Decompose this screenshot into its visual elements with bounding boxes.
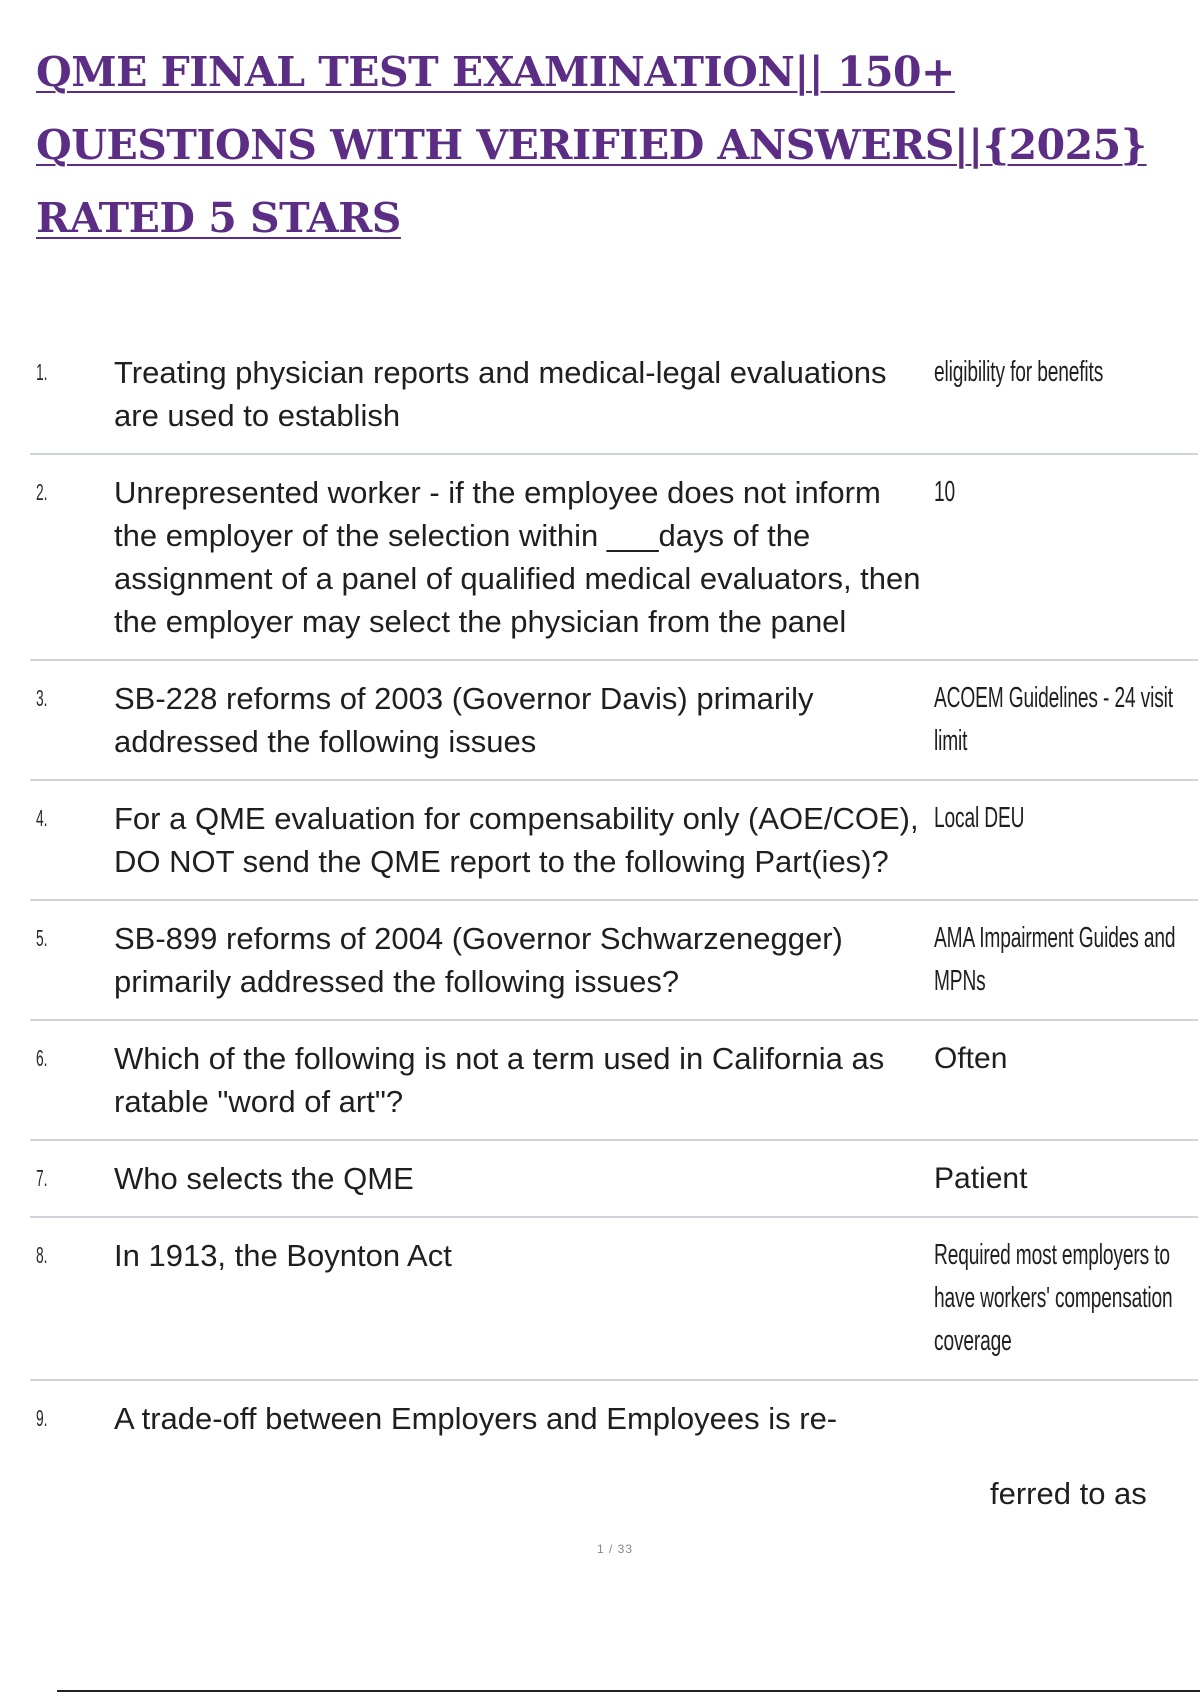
question-number: 4. bbox=[30, 780, 114, 900]
question-number: 5. bbox=[30, 900, 114, 1020]
overflow-answer-text: ferred to as bbox=[990, 1476, 1147, 1511]
answer-text bbox=[934, 1380, 1198, 1456]
page-number: 1 / 33 bbox=[596, 1542, 634, 1556]
question-text: SB-228 reforms of 2003 (Governor Davis) primarily addressed the following issues bbox=[114, 660, 934, 780]
question-text: In 1913, the Boynton Act bbox=[114, 1217, 934, 1380]
answer-text: Often bbox=[934, 1020, 1198, 1140]
question-text: Unrepresented worker - if the employee does not inform the employer of the selection within ___days of the assignment of a panel of qualified medical evaluators, then the employer may select the physician from the panel bbox=[114, 454, 934, 660]
question-number: 1. bbox=[30, 335, 114, 454]
table-row bbox=[30, 1020, 1198, 1140]
table-row bbox=[30, 335, 1198, 454]
question-text: Who selects the QME bbox=[114, 1140, 934, 1217]
question-number: 3. bbox=[30, 660, 114, 780]
answer-text: Required most employers to have workers' compensation coverage bbox=[934, 1217, 1198, 1380]
answer-text: ACOEM Guidelines - 24 visit limit bbox=[934, 660, 1198, 780]
answer-text: 10 bbox=[934, 454, 1198, 660]
question-text: SB-899 reforms of 2004 (Governor Schwarzenegger) primarily addressed the following issues? bbox=[114, 900, 934, 1020]
question-text: Treating physician reports and medical-legal evaluations are used to establish bbox=[114, 335, 934, 454]
table-row bbox=[30, 900, 1198, 1020]
table-row bbox=[30, 1380, 1198, 1456]
answer-text: Local DEU bbox=[934, 780, 1198, 900]
question-text: Which of the following is not a term used in California as ratable "word of art"? bbox=[114, 1020, 934, 1140]
table-row bbox=[30, 454, 1198, 660]
question-number: 8. bbox=[30, 1217, 114, 1380]
footer-divider bbox=[57, 1690, 1200, 1692]
answer-text: eligibility for benefits bbox=[934, 335, 1198, 454]
question-number: 9. bbox=[36, 1405, 48, 1431]
question-number: 7. bbox=[30, 1140, 114, 1217]
table-row bbox=[30, 660, 1198, 780]
answer-text: AMA Impairment Guides and MPNs bbox=[934, 900, 1198, 1020]
question-text: For a QME evaluation for compensability only (AOE/COE), DO NOT send the QME report to the following Part(ies)? bbox=[114, 780, 934, 900]
question-number: 2. bbox=[30, 454, 114, 660]
table-row bbox=[30, 780, 1198, 900]
answer-text: Patient bbox=[934, 1140, 1198, 1217]
table-row bbox=[30, 1140, 1198, 1217]
question-number: 6. bbox=[30, 1020, 114, 1140]
document-title: QME FINAL TEST EXAMINATION|| 150+ QUESTIONS WITH VERIFIED ANSWERS||{2025} RATED 5 STARS bbox=[36, 48, 1147, 242]
table-row bbox=[30, 1217, 1198, 1380]
question-text: A trade-off between Employers and Employees is re- bbox=[114, 1401, 838, 1436]
qa-table bbox=[30, 335, 1198, 1456]
